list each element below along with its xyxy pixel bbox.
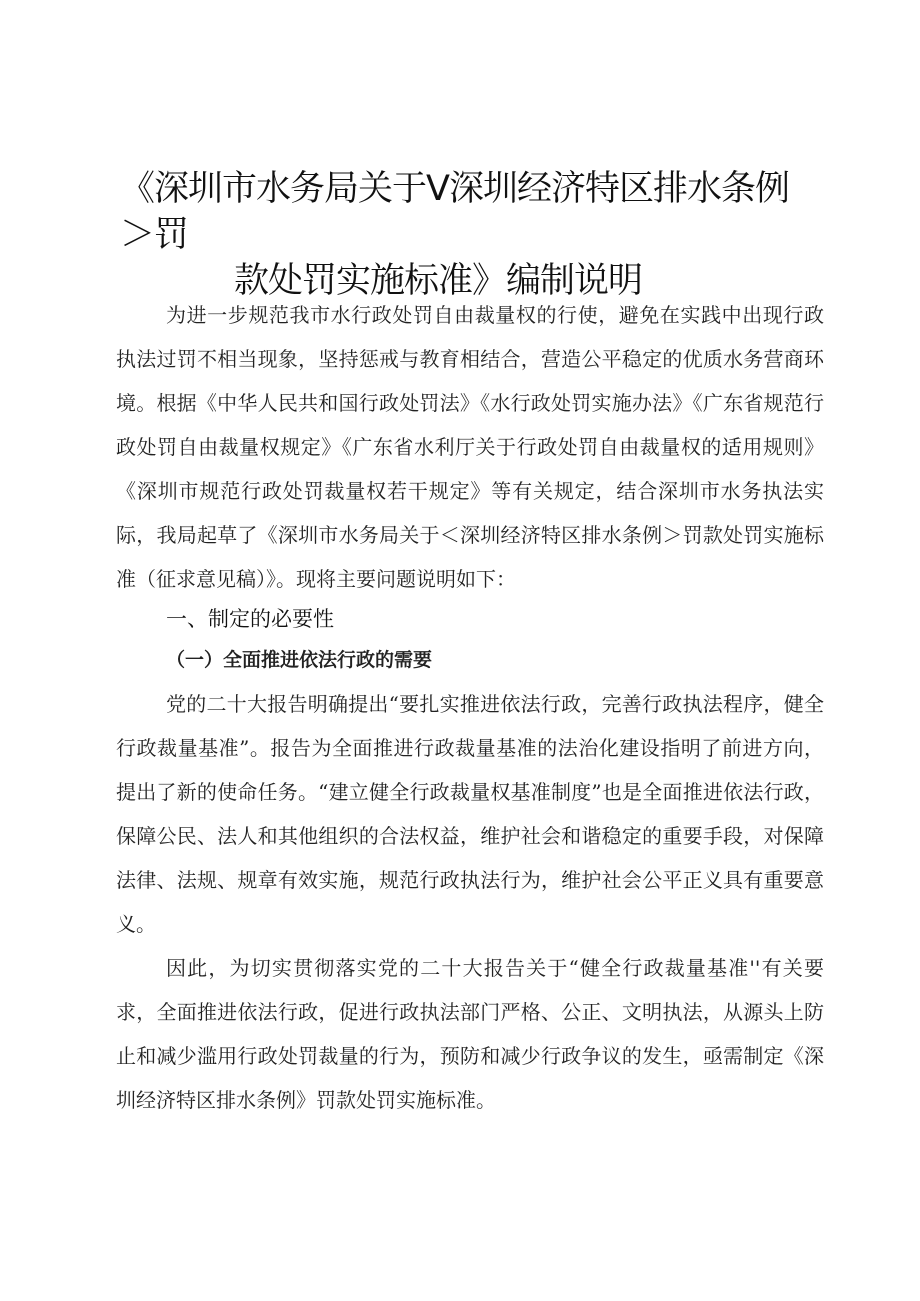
body-paragraph-conclusion: 因此，为切实贯彻落实党的二十大报告关于“健全行政裁量基准''有关要求，全面推进依法行政，促进行政执法部门严格、公正、文明执法，从源头上防止和减少滥用行政处罚裁量的行为，预防和减少行政争议的发生，亟需制定《深圳经济特区排水条例》罚款处罚实施标准。: [116, 956, 824, 1112]
subsection-heading-rule-of-law: （一）全面推进依法行政的需要: [166, 649, 433, 671]
body-paragraph-report: 党的二十大报告明确提出“要扎实推进依法行政，完善行政执法程序，健全行政裁量基准”。报告为全面推进行政裁量基准的法治化建设指明了前进方向，提出了新的使命任务。“建立健全行政裁量权基准制度”也是全面推进依法行政，保障公民、法人和其他组织的合法权益，维护社会和谐稳定的重要手段，对保障法律、法规、规章有效实施，规范行政执法行为，维护社会公平正义具有重要意义。: [116, 692, 824, 936]
document-title: [120, 166, 820, 304]
title-line-2: 款处罚实施标准》编制说明: [234, 261, 643, 301]
title-line-1: 《深圳市水务局关于V深圳经济特区排水条例＞罚: [120, 169, 789, 255]
section-heading-necessity: 一、制定的必要性: [166, 607, 334, 631]
intro-paragraph: 为进一步规范我市水行政处罚自由裁量权的行使，避免在实践中出现行政执法过罚不相当现象，坚持惩戒与教育相结合，营造公平稳定的优质水务营商环境。根据《中华人民共和国行政处罚法》《水行政处罚实施办法》《广东省规范行政处罚自由裁量权规定》《广东省水利厅关于行政处罚自由裁量权的适用规则》《深圳市规范行政处罚裁量权若干规定》等有关规定，结合深圳市水务执法实际，我局起草了《深圳市水务局关于＜深圳经济特区排水条例＞罚款处罚实施标准（征求意见稿）》。现将主要问题说明如下：: [116, 303, 824, 591]
